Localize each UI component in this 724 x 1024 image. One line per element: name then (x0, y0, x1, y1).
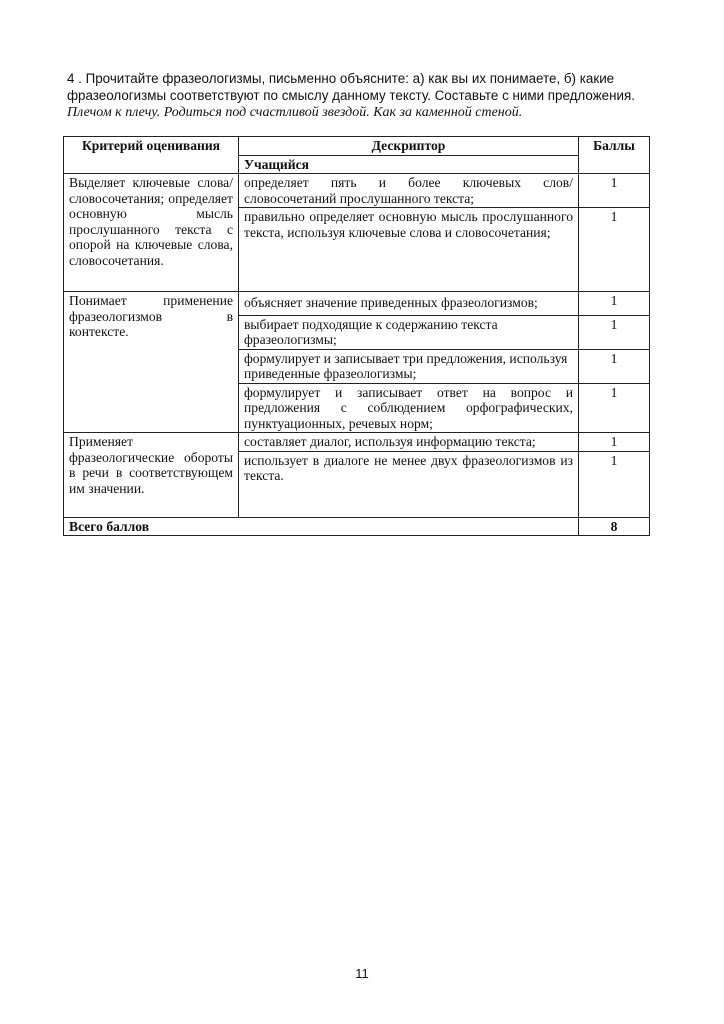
score-cell: 1 (579, 315, 650, 349)
score-header: Баллы (579, 137, 650, 174)
score-cell: 1 (579, 208, 650, 292)
task-line-1: 4 . Прочитайте фразеологизмы, письменно объясните: а) как вы их понимаете, б) какие (67, 71, 615, 86)
table-row (64, 433, 650, 452)
total-row (64, 517, 650, 536)
descriptor-cell: использует в диалоге не менее двух фразеологизмов из текста. (239, 451, 579, 517)
total-label: Всего баллов (64, 517, 579, 536)
header-row (64, 137, 650, 156)
total-value: 8 (579, 517, 650, 536)
assessment-rubric-table (63, 136, 650, 536)
task-text (67, 70, 657, 121)
criterion-cell: Выделяет ключевые слова/словосочетания; определяет основную мысль прослушанного текста с опорой на ключевые слова, словосочетания. (64, 174, 239, 292)
criterion-header: Критерий оценивания (64, 137, 239, 174)
table-row (64, 174, 650, 208)
score-cell: 1 (579, 383, 650, 433)
score-cell: 1 (579, 292, 650, 316)
score-cell: 1 (579, 349, 650, 383)
student-subheader: Учащийся (239, 155, 579, 174)
descriptor-cell: объясняет значение приведенных фразеологизмов; (239, 292, 579, 316)
phraseologisms-line: Плечом к плечу. Родиться под счастливой звездой. Как за каменной стеной. (67, 105, 523, 120)
page-number: 11 (355, 966, 369, 981)
descriptor-cell: составляет диалог, используя информацию текста; (239, 433, 579, 452)
score-cell: 1 (579, 174, 650, 208)
descriptor-header: Дескриптор (239, 137, 579, 156)
descriptor-cell: выбирает подходящие к содержанию текста фразеологизмы; (239, 315, 579, 349)
descriptor-cell: формулирует и записывает три предложения, используя приведенные фразеологизмы; (239, 349, 579, 383)
criterion-cell: Понимает применение фразеологизмов в контексте. (64, 292, 239, 433)
score-cell: 1 (579, 451, 650, 517)
table-row (64, 292, 650, 316)
descriptor-cell: формулирует и записывает ответ на вопрос и предложения с соблюдением орфографических, пунктуационных, речевых норм; (239, 383, 579, 433)
score-cell: 1 (579, 433, 650, 452)
task-line-2: фразеологизмы соответствуют по смыслу данному тексту. Составьте с ними предложения. (67, 88, 635, 103)
criterion-cell: Применяет фразеологические обороты в речи в соответствующем им значении. (64, 433, 239, 518)
descriptor-cell: определяет пять и более ключевых слов/ словосочетаний прослушанного текста; (239, 174, 579, 208)
descriptor-cell: правильно определяет основную мысль прослушанного текста, используя ключевые слова и словосочетания; (239, 208, 579, 292)
